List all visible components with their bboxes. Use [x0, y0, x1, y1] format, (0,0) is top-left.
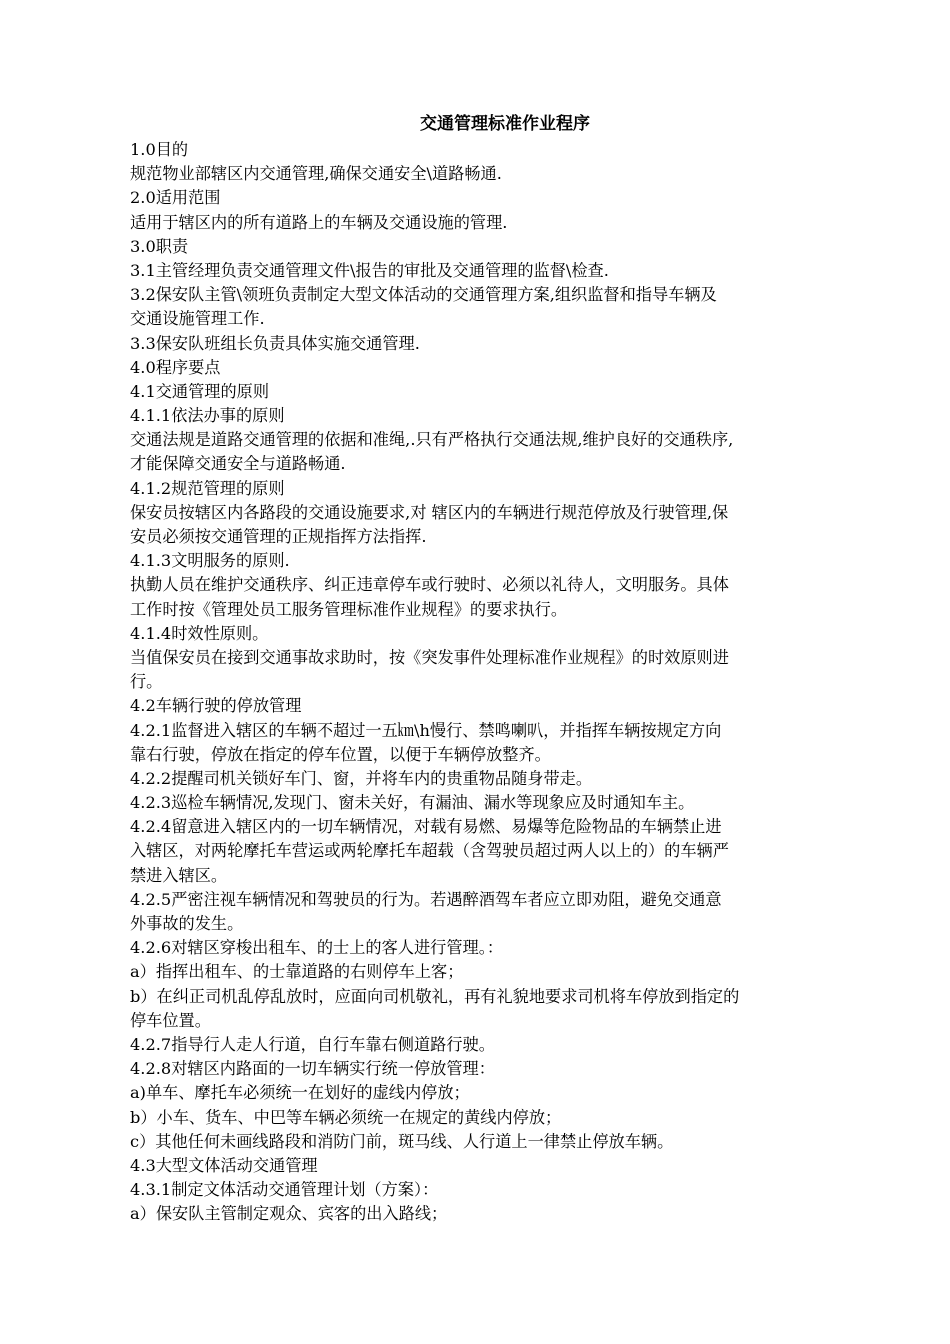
document-body	[130, 138, 860, 1226]
text-line: 4.2.3巡检车辆情况,发现门、窗未关好，有漏油、漏水等现象应及时通知车主。	[130, 793, 695, 813]
text-line: 保安员按辖区内各路段的交通设施要求,对 辖区内的车辆进行规范停放及行驶管理,保	[130, 502, 729, 522]
text-line: 禁进入辖区。	[130, 865, 228, 885]
text-line: 适用于辖区内的所有道路上的车辆及交通设施的管理.	[130, 212, 508, 232]
text-line: 4.1.3文明服务的原则.	[130, 551, 290, 571]
text-line: 交通法规是道路交通管理的依据和准绳,.只有严格执行交通法规,维护良好的交通秩序,	[130, 430, 734, 450]
text-line: 4.3大型文体活动交通管理	[130, 1155, 318, 1175]
text-line: a)单车、摩托车必须统一在划好的虚线内停放；	[130, 1083, 470, 1103]
text-line: 3.0职责	[130, 236, 189, 256]
text-line: 4.2.6对辖区穿梭出租车、的士上的客人进行管理。：	[130, 938, 504, 958]
text-line: c）其他任何未画线路段和消防门前，斑马线、人行道上一律禁止停放车辆。	[130, 1131, 674, 1151]
text-line: 4.3.1制定文体活动交通管理计划（方案）：	[130, 1180, 439, 1200]
document-page	[130, 112, 860, 1226]
text-line: 4.1交通管理的原则	[130, 381, 270, 401]
text-line: 4.1.4时效性原则。	[130, 623, 269, 643]
text-line: b）小车、货车、中巴等车辆必须统一在规定的黄线内停放；	[130, 1107, 562, 1127]
text-line: 4.0程序要点	[130, 357, 221, 377]
text-line: a）保安队主管制定观众、宾客的出入路线；	[130, 1204, 448, 1224]
text-line: 4.1.1依法办事的原则	[130, 406, 285, 426]
text-line: 4.2.2提醒司机关锁好车门、窗，并将车内的贵重物品随身带走。	[130, 768, 593, 788]
text-line: 2.0适用范围	[130, 188, 221, 208]
text-line: 停车位置。	[130, 1010, 211, 1030]
text-line: b）在纠正司机乱停乱放时，应面向司机敬礼，再有礼貌地要求司机将车停放到指定的	[130, 986, 740, 1006]
text-line: 交通设施管理工作.	[130, 309, 265, 329]
text-line: 入辖区，对两轮摩托车营运或两轮摩托车超载（含驾驶员超过两人以上的）的车辆严	[130, 841, 729, 861]
text-line: 1.0目的	[130, 140, 189, 159]
text-line: 3.2保安队主管\领班负责制定大型文体活动的交通管理方案,组织监督和指导车辆及	[130, 285, 717, 305]
text-line: 靠右行驶，停放在指定的停车位置，以便于车辆停放整齐。	[130, 744, 551, 764]
text-line: 才能保障交通安全与道路畅通.	[130, 454, 346, 474]
text-line: 工作时按《管理处员工服务管理标准作业规程》的要求执行。	[130, 599, 568, 619]
text-line: 外事故的发生。	[130, 914, 244, 933]
text-line: 3.3保安队班组长负责具体实施交通管理.	[130, 333, 420, 353]
text-line: 4.2.1监督进入辖区的车辆不超过一五㎞\h慢行、禁鸣喇叭，并指挥车辆按规定方向	[130, 720, 722, 740]
text-line: 执勤人员在维护交通秩序、纠正违章停车或行驶时、必须以礼待人，文明服务。具体	[130, 575, 729, 595]
text-line: 4.2.8对辖区内路面的一切车辆实行统一停放管理：	[130, 1059, 495, 1079]
document-title: 交通管理标准作业程序	[420, 114, 590, 134]
text-line: 规范物业部辖区内交通管理,确保交通安全\道路畅通.	[130, 164, 502, 184]
text-line: 安员必须按交通管理的正规指挥方法指挥.	[130, 527, 427, 546]
text-line: a）指挥出租车、的士靠道路的右则停车上客；	[130, 962, 464, 982]
text-line: 当值保安员在接到交通事故求助时，按《突发事件处理标准作业规程》的时效原则进	[130, 647, 729, 667]
text-line: 4.2车辆行驶的停放管理	[130, 696, 302, 716]
text-line: 4.1.2规范管理的原则	[130, 478, 285, 498]
text-line: 4.2.7指导行人走人行道，自行车靠右侧道路行驶。	[130, 1034, 495, 1054]
text-line: 3.1主管经理负责交通管理文件\报告的审批及交通管理的监督\检查.	[130, 260, 609, 280]
text-line: 4.2.5严密注视车辆情况和驾驶员的行为。若遇醉酒驾车者应立即劝阻，避免交通意	[130, 889, 722, 909]
text-line: 4.2.4留意进入辖区内的一切车辆情况，对载有易燃、易爆等危险物品的车辆禁止进	[130, 817, 722, 837]
text-line: 行。	[130, 672, 163, 692]
